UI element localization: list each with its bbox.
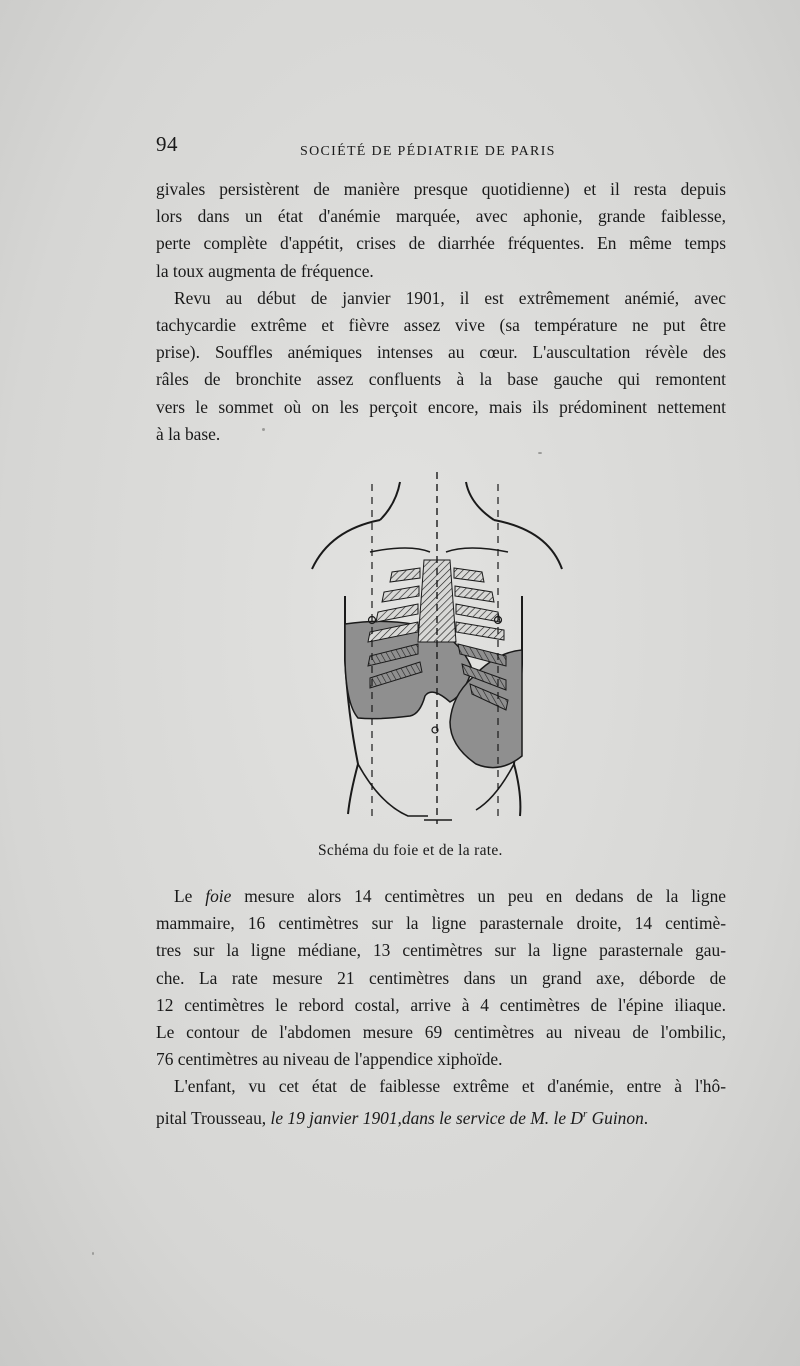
scan-speck — [538, 452, 542, 454]
superscript: r — [582, 1107, 588, 1120]
torso-schema-illustration — [300, 464, 580, 834]
text-line — [156, 1101, 726, 1128]
text-line: lors dans un état d'anémie marquée, avec aphonie, grande faiblesse, — [156, 206, 726, 227]
liver-spleen-diagram — [300, 464, 580, 834]
text-line: che. La rate mesure 21 centimètres dans un grand axe, déborde de — [156, 967, 726, 988]
text-line: mammaire, 16 centimètres sur la ligne parasternale droite, 14 centimè- — [156, 913, 726, 934]
text-line: L'enfant, vu cet état de faiblesse extrême et d'anémie, entre à l'hô- — [174, 1076, 726, 1097]
text-line: Le contour de l'abdomen mesure 69 centimètres au niveau de l'ombilic, — [156, 1021, 726, 1042]
scan-speck — [262, 428, 265, 431]
text-line: 76 centimètres au niveau de l'appendice xiphoïde. — [156, 1049, 503, 1070]
body-text-top — [156, 176, 726, 448]
text-fragment: mesure alors 14 centimètres un peu en dedans de la ligne — [231, 886, 726, 906]
page-number: 94 — [156, 132, 178, 156]
scan-speck — [92, 1252, 94, 1255]
text-line: givales persistèrent de manière presque quotidienne) et il resta depuis — [156, 179, 726, 199]
text-line: prise). Souffles anémiques intenses au cœur. L'auscultation révèle des — [156, 342, 726, 363]
text-fragment: pital Trousseau, — [156, 1107, 271, 1128]
page-header — [156, 132, 726, 164]
text-line — [156, 883, 726, 910]
italic-fragment: le 19 janvier 1901,dans le service de M. le D — [270, 1107, 583, 1128]
text-line: 12 centimètres le rebord costal, arrive à 4 centimètres de l'épine iliaque. — [156, 994, 726, 1015]
text-line: vers le sommet où on les perçoit encore, mais ils prédominent nettement — [156, 396, 726, 417]
text-line: tachycardie extrême et fièvre assez vive (sa température ne put être — [156, 314, 726, 335]
italic-term: foie — [205, 886, 232, 906]
running-head: SOCIÉTÉ DE PÉDIATRIE DE PARIS — [300, 144, 556, 159]
text-fragment: . — [643, 1107, 649, 1128]
italic-fragment: Guinon — [587, 1107, 644, 1128]
text-line: à la base. — [156, 423, 221, 444]
text-line: la toux augmenta de fréquence. — [156, 260, 374, 281]
text-line: tres sur la ligne médiane, 13 centimètres sur la ligne parasternale gau- — [156, 940, 726, 961]
text-line: perte complète d'appétit, crises de diarrhée fréquentes. En même temps — [156, 233, 726, 254]
figure-caption: Schéma du foie et de la rate. — [318, 842, 503, 859]
body-text-bottom — [156, 883, 726, 1128]
text-line: Revu au début de janvier 1901, il est extrêmement anémié, avec — [174, 287, 726, 308]
text-fragment: Le — [174, 886, 206, 906]
text-line: râles de bronchite assez confluents à la base gauche qui remontent — [156, 369, 726, 390]
